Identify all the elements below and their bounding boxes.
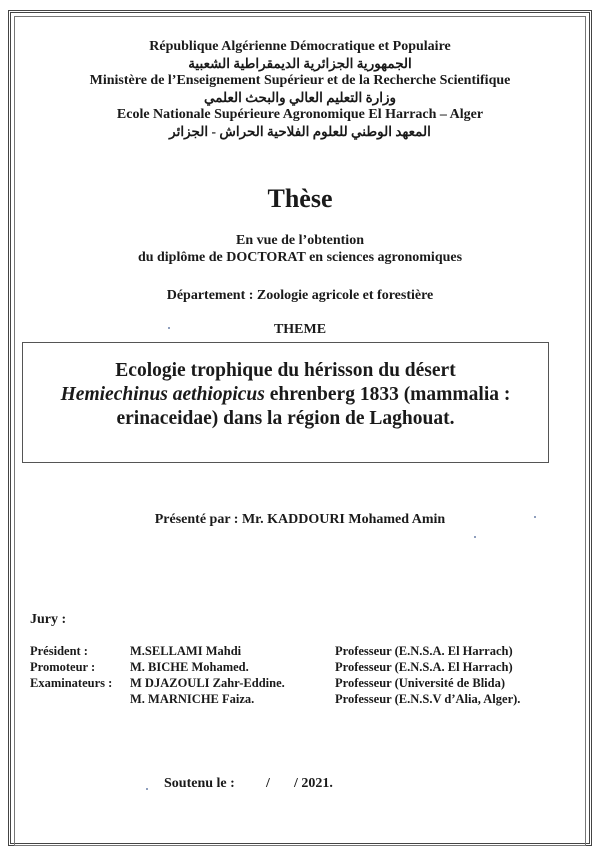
jury-institution: Professeur (Université de Blida): [335, 676, 506, 690]
republic-name-fr: République Algérienne Démocratique et Populaire: [149, 39, 451, 54]
species-name: Hemiechinus aethiopicus: [60, 384, 265, 405]
jury-row: [30, 676, 586, 692]
jury-name: M. BICHE Mohamed.: [130, 660, 249, 674]
jury-role: Examinateurs :: [30, 676, 113, 690]
thesis-subject-box: [22, 342, 549, 463]
jury-row: [30, 660, 586, 676]
jury-role: Promoteur :: [30, 660, 96, 674]
presenter-line: Présenté par : Mr. KADDOURI Mohamed Amin: [154, 512, 446, 527]
scan-speck: [168, 327, 170, 329]
scan-speck: [146, 788, 148, 790]
jury-role: Président :: [30, 644, 88, 658]
degree-objective: [14, 232, 586, 266]
subject-line-2-rest: ehrenberg 1833 (mammalia :: [264, 384, 511, 405]
theme-label: THEME: [273, 322, 327, 337]
defense-year: / 2021.: [294, 776, 333, 791]
department-label: Département : Zoologie agricole et forestière: [166, 288, 434, 303]
republic-name-ar: الجمهورية الجزائرية الديمقراطية الشعبية: [188, 56, 412, 71]
scan-speck: [534, 516, 536, 518]
jury-institution: Professeur (E.N.S.A. El Harrach): [335, 660, 513, 674]
ministry-name-ar: وزارة التعليم العالي والبحث العلمي: [203, 90, 397, 105]
scan-speck: [474, 536, 476, 538]
school-name-fr: Ecole Nationale Supérieure Agronomique El Harrach – Alger: [116, 107, 484, 122]
thesis-cover-page: [14, 16, 586, 836]
defense-date-separator: /: [266, 776, 270, 791]
institution-header: [14, 38, 586, 140]
defense-label: Soutenu le :: [164, 776, 235, 791]
jury-row: [30, 644, 586, 660]
jury-institution: Professeur (E.N.S.V d’Alia, Alger).: [335, 692, 521, 706]
subject-line-1: Ecologie trophique du hérisson du désert: [115, 360, 456, 381]
subject-line-3: erinaceidae) dans la région de Laghouat.: [116, 408, 455, 429]
school-name-ar: المعهد الوطني للعلوم الفلاحية الحراش - الجزائر: [169, 124, 431, 139]
subject-line-2: [23, 383, 548, 407]
jury-label: Jury :: [30, 612, 67, 627]
document-title: Thèse: [267, 184, 333, 213]
jury-row: [30, 692, 586, 708]
jury-institution: Professeur (E.N.S.A. El Harrach): [335, 644, 513, 658]
jury-name: M.SELLAMI Mahdi: [130, 644, 242, 658]
objective-line-1: En vue de l’obtention: [236, 233, 364, 248]
jury-name: M. MARNICHE Faiza.: [130, 692, 255, 706]
objective-line-2: du diplôme de DOCTORAT en sciences agronomiques: [137, 250, 463, 265]
jury-name: M DJAZOULI Zahr-Eddine.: [130, 676, 285, 690]
ministry-name-fr: Ministère de l’Enseignement Supérieur et de la Recherche Scientifique: [89, 73, 511, 88]
